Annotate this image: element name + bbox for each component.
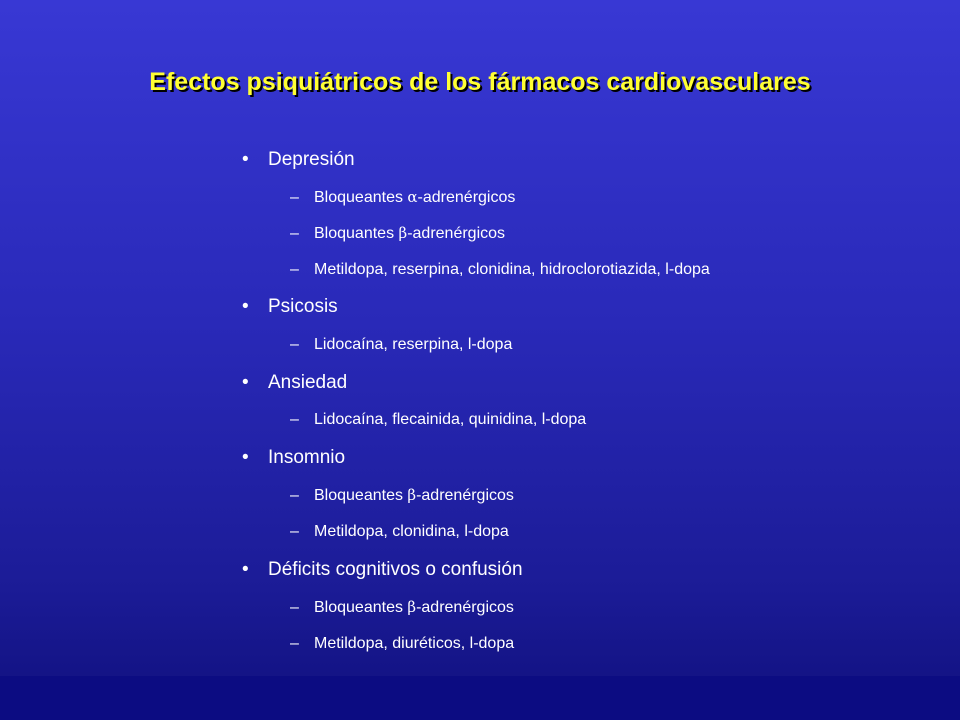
bullet-label: Depresión [268, 149, 355, 170]
dash-symbol: – [290, 599, 299, 616]
bullet-item-deficits [242, 559, 523, 581]
bullet-symbol: • [242, 447, 249, 468]
greek-symbol: α [407, 188, 418, 206]
sub-item-text: Lidocaína, flecainida, quinidina, l-dopa [314, 411, 587, 428]
dash-symbol: – [290, 336, 299, 353]
bullet-item-psicosis [242, 296, 338, 318]
sub-item-prefix: Bloqueantes [314, 487, 408, 504]
dash-symbol: – [290, 261, 299, 278]
sub-item [290, 634, 514, 654]
sub-item [290, 597, 514, 618]
greek-symbol: β [407, 598, 417, 616]
dash-symbol: – [290, 487, 299, 504]
sub-item [290, 335, 512, 355]
sub-item [290, 485, 514, 506]
bullet-symbol: • [242, 372, 249, 393]
bullet-symbol: • [242, 296, 249, 317]
bullet-label: Insomnio [268, 447, 346, 468]
bullet-item-depresion [242, 149, 355, 171]
bullet-label: Déficits cognitivos o confusión [268, 559, 523, 580]
bullet-label: Psicosis [268, 296, 338, 317]
dash-symbol: – [290, 189, 299, 206]
sub-item-text: Lidocaína, reserpina, l-dopa [314, 336, 513, 353]
slide-title: Efectos psiquiátricos de los fármacos cardiovasculares [149, 68, 811, 96]
sub-item [290, 522, 509, 542]
dash-symbol: – [290, 635, 299, 652]
sub-item-suffix: -adrenérgicos [407, 225, 506, 242]
sub-item-text: Metildopa, diuréticos, l-dopa [314, 635, 515, 652]
greek-symbol: β [407, 486, 417, 504]
sub-item-text: Metildopa, reserpina, clonidina, hidroclorotiazida, l-dopa [314, 261, 710, 278]
bullet-symbol: • [242, 149, 249, 170]
sub-item-prefix: Bloquantes [314, 225, 399, 242]
sub-item-text: Metildopa, clonidina, l-dopa [314, 523, 509, 540]
sub-item-prefix: Bloqueantes [314, 189, 408, 206]
sub-item [290, 223, 505, 244]
sub-item [290, 260, 710, 280]
bullet-item-ansiedad [242, 372, 347, 394]
sub-item-suffix: -adrenérgicos [417, 189, 516, 206]
sub-item-suffix: -adrenérgicos [416, 599, 514, 616]
sub-item-suffix: -adrenérgicos [416, 487, 514, 504]
bullet-label: Ansiedad [268, 372, 348, 393]
dash-symbol: – [290, 523, 299, 540]
bullet-symbol: • [242, 559, 249, 580]
bullet-item-insomnio [242, 447, 345, 469]
sub-item-prefix: Bloqueantes [314, 599, 408, 616]
greek-symbol: β [398, 224, 408, 242]
sub-item [290, 187, 515, 208]
dash-symbol: – [290, 411, 299, 428]
dash-symbol: – [290, 225, 299, 242]
sub-item [290, 410, 586, 430]
